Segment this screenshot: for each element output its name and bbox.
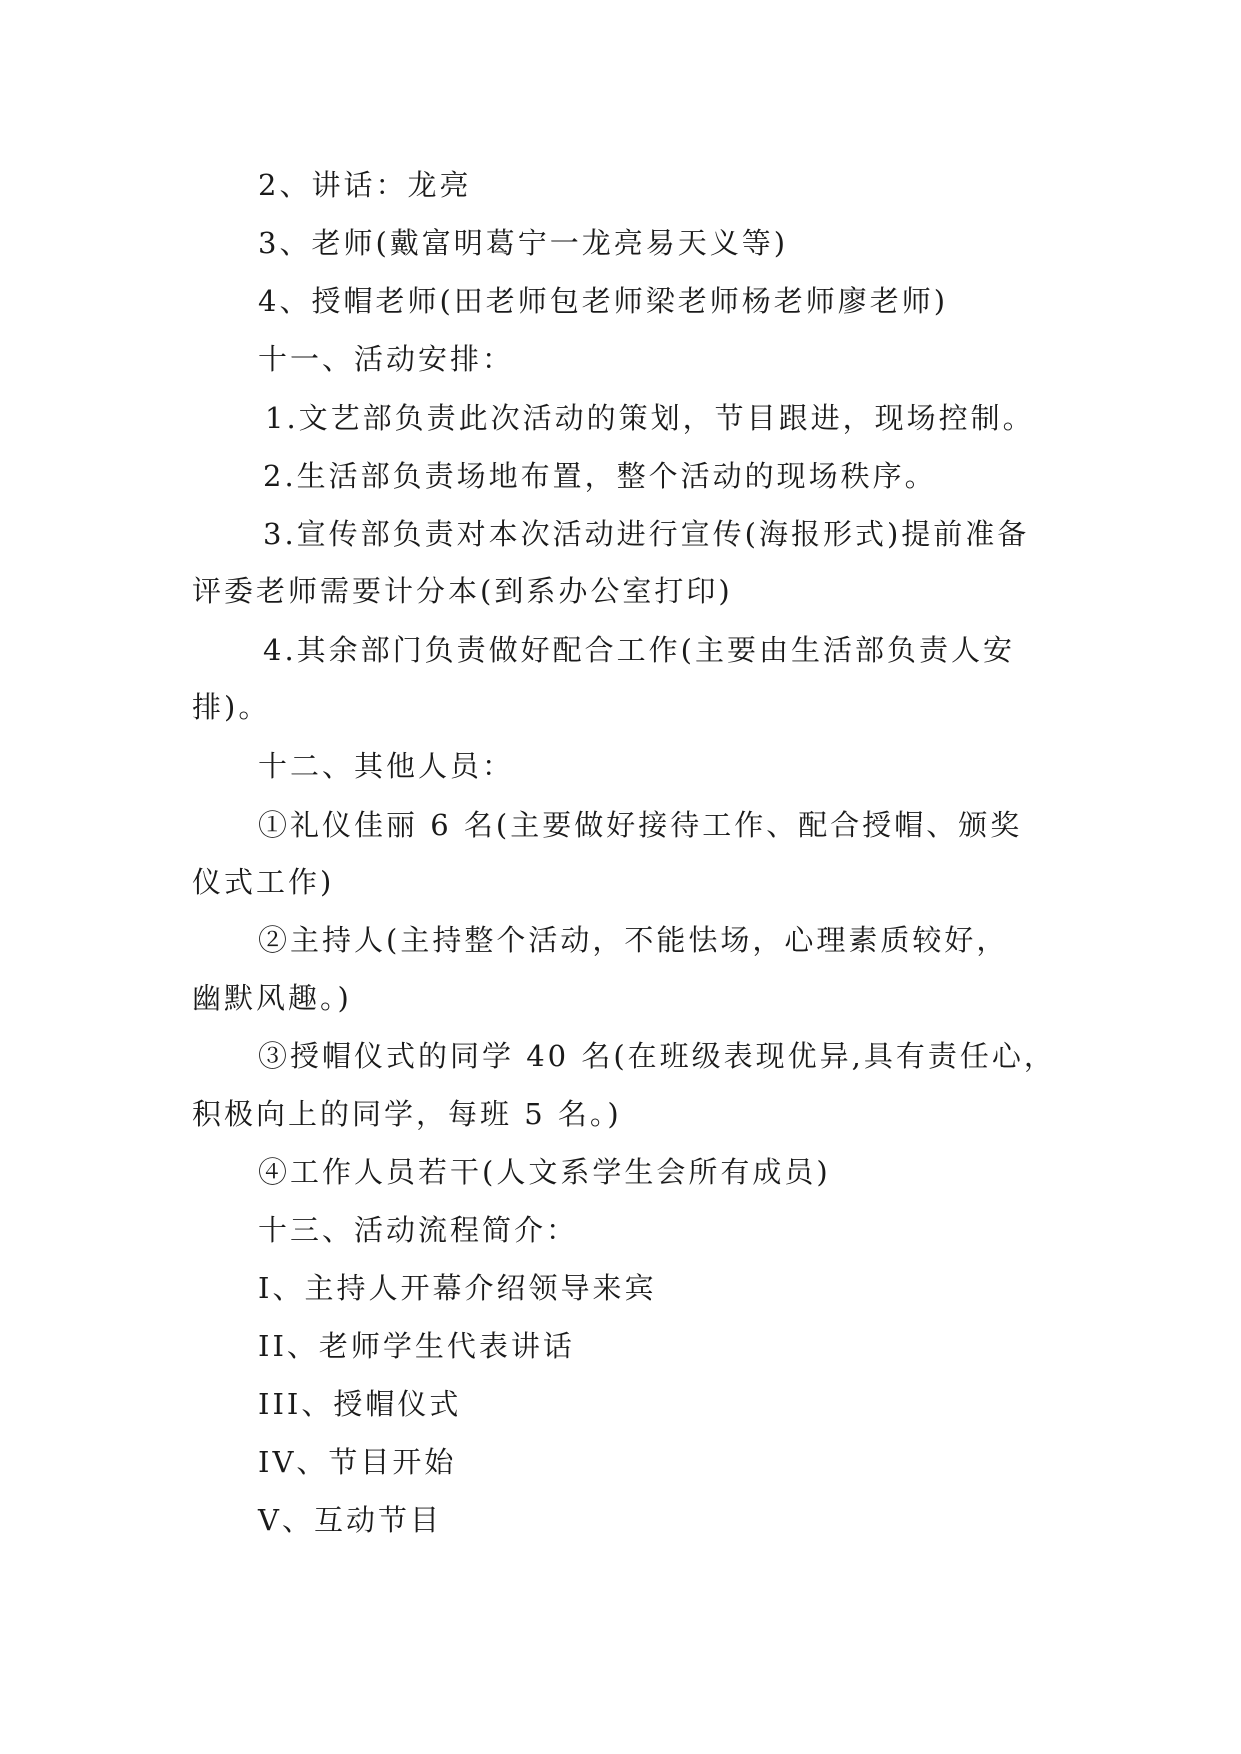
text-line: 1.文艺部负责此次活动的策划，节目跟进，现场控制。 [265,401,1035,435]
text-line: ③授帽仪式的同学 40 名(在班级表现优异,具有责任心， [258,1039,1056,1073]
text-line: 3、老师(戴富明葛宁一龙亮易天义等) [258,226,789,260]
text-line: 排)。 [192,690,271,724]
text-line: 2.生活部负责场地布置，整个活动的现场秩序。 [263,459,937,493]
text-line: II、老师学生代表讲话 [258,1329,575,1363]
text-line: 评委老师需要计分本(到系办公室打印) [192,574,733,608]
text-line: 4、授帽老师(田老师包老师梁老师杨老师廖老师) [258,284,949,318]
text-line: I、主持人开幕介绍领导来宾 [258,1271,657,1305]
text-line: V、互动节目 [258,1503,442,1537]
section-heading: 十二、其他人员： [258,749,515,783]
text-line: ①礼仪佳丽 6 名(主要做好接待工作、配合授帽、颁奖 [258,808,1023,842]
section-heading: 十三、活动流程简介： [258,1213,579,1247]
section-heading: 十一、活动安排： [258,342,515,376]
text-line: 4.其余部门负责做好配合工作(主要由生活部负责人安 [263,633,1015,667]
text-line: ②主持人(主持整个活动，不能怯场，心理素质较好， [258,923,1009,957]
text-line: 3.宣传部负责对本次活动进行宣传(海报形式)提前准备 [263,517,1030,551]
text-line: 幽默风趣。) [192,981,352,1015]
text-line: 2、讲话：龙亮 [258,168,472,202]
text-line: ④工作人员若干(人文系学生会所有成员) [258,1155,831,1189]
text-line: 积极向上的同学，每班 5 名。) [192,1097,622,1131]
text-line: IV、节目开始 [258,1445,457,1479]
text-line: 仪式工作) [192,865,335,899]
text-line: III、授帽仪式 [258,1387,462,1421]
